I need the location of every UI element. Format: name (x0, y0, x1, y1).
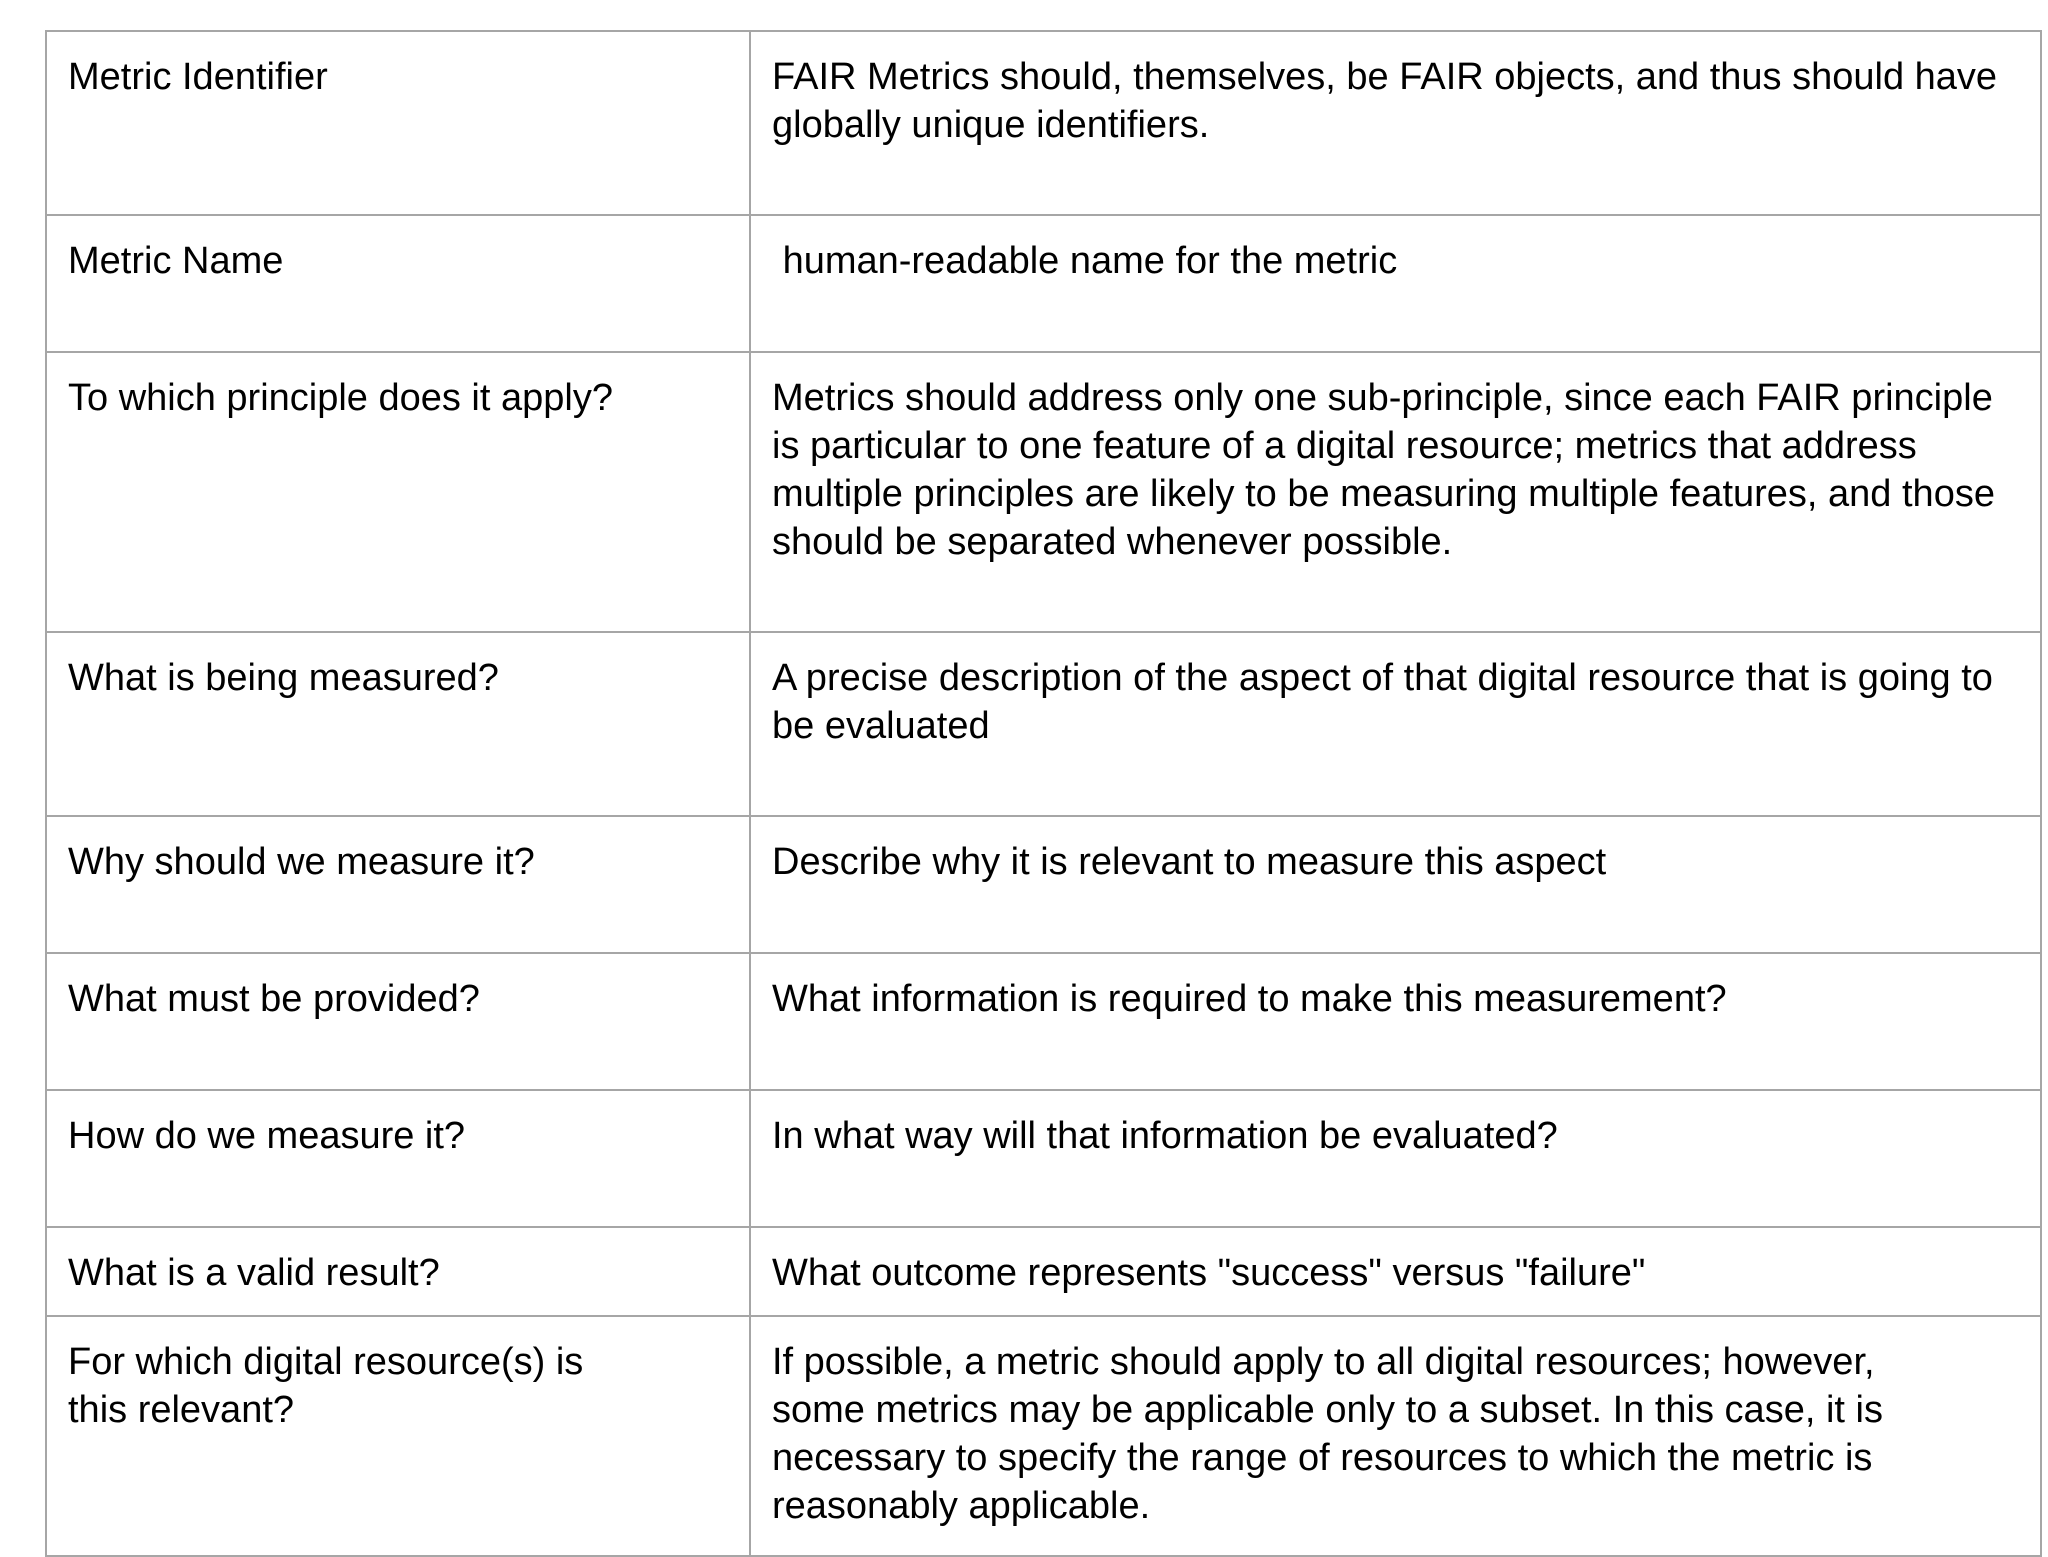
row-description: FAIR Metrics should, themselves, be FAIR objects, and thus should have globally unique identifiers. (750, 31, 2041, 215)
row-description: In what way will that information be evaluated? (750, 1090, 2041, 1227)
row-description: human-readable name for the metric (750, 215, 2041, 352)
row-label: What is being measured? (46, 632, 750, 816)
table-row-principle (46, 352, 2041, 632)
row-label: Metric Identifier (46, 31, 750, 215)
table-row-what-measured (46, 632, 2041, 816)
table-row-what-provided (46, 953, 2041, 1090)
row-description: What information is required to make this measurement? (750, 953, 2041, 1090)
row-description: Metrics should address only one sub-principle, since each FAIR principle is particular to one feature of a digital resource; metrics that address multiple principles are likely to be measuring multiple features, and those should be separated whenever possible. (750, 352, 2041, 632)
row-description: If possible, a metric should apply to all digital resources; however, some metrics may be applicable only to a subset. In this case, it is necessary to specify the range of resources to which the metric is reasonably applicable. (750, 1316, 2041, 1556)
metric-definition-table (45, 30, 2042, 1557)
row-description: What outcome represents "success" versus "failure" (750, 1227, 2041, 1316)
row-label: Metric Name (46, 215, 750, 352)
row-label: What is a valid result? (46, 1227, 750, 1316)
row-label: How do we measure it? (46, 1090, 750, 1227)
table-row-why-measure (46, 816, 2041, 953)
table-row-how-measure (46, 1090, 2041, 1227)
row-label: What must be provided? (46, 953, 750, 1090)
row-label: To which principle does it apply? (46, 352, 750, 632)
row-description: A precise description of the aspect of that digital resource that is going to be evaluated (750, 632, 2041, 816)
row-label: For which digital resource(s) is this relevant? (46, 1316, 750, 1556)
table-row-digital-resources (46, 1316, 2041, 1556)
row-description: Describe why it is relevant to measure this aspect (750, 816, 2041, 953)
row-label: Why should we measure it? (46, 816, 750, 953)
table-row-metric-name (46, 215, 2041, 352)
table-row-metric-identifier (46, 31, 2041, 215)
table-row-valid-result (46, 1227, 2041, 1316)
